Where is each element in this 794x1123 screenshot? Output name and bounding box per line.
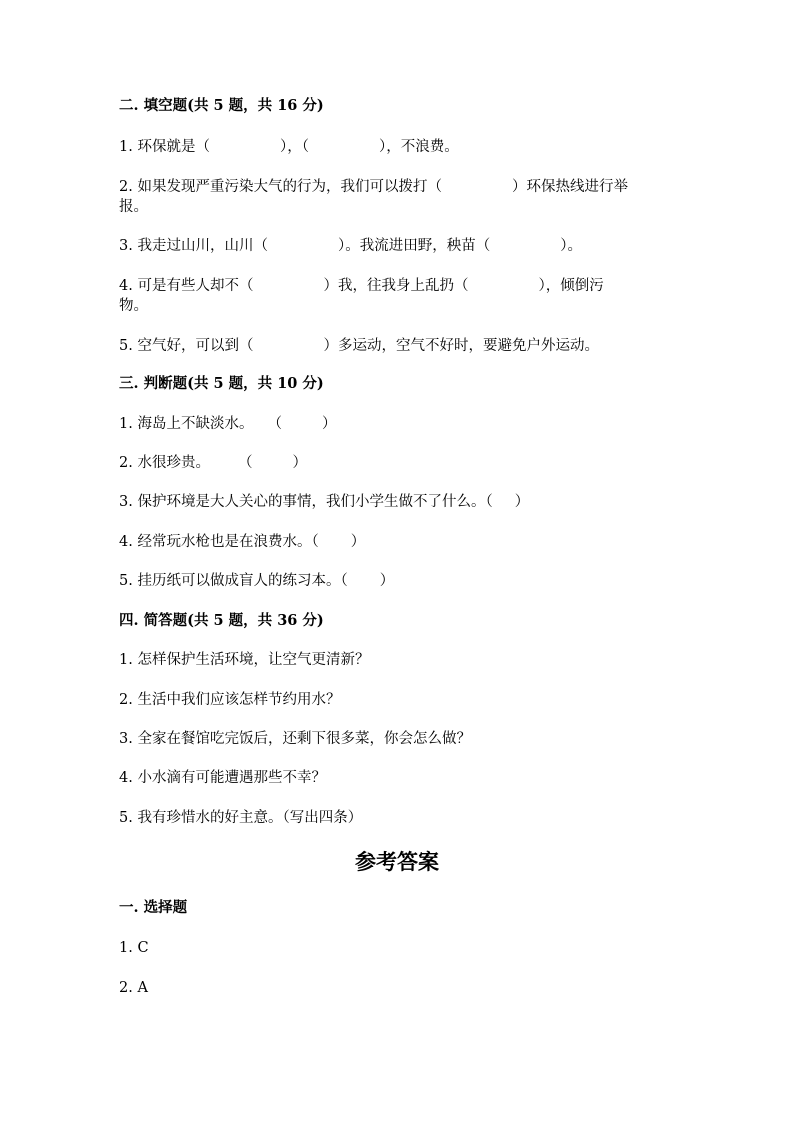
judge-q4-close: ）: [350, 534, 366, 550]
judge-q2-text: 2. 水很珍贵。: [119, 455, 210, 471]
fill-question-5: [119, 336, 679, 356]
fill-q5-part-a: 5. 空气好，可以到（: [119, 338, 254, 354]
fill-q3-part-c: ）。: [560, 238, 582, 254]
answers-title: 参考答案: [355, 849, 439, 874]
fill-q1-part-a: 1. 环保就是（: [119, 139, 210, 155]
fill-q4-part-c: ），倾倒污: [538, 278, 604, 294]
fill-q1-part-c: ），不浪费。: [378, 139, 459, 155]
fill-q3-part-b: ）。我流进田野，秧苗（: [337, 238, 491, 254]
short-question-5: 5. 我有珍惜水的好主意。（写出四条）: [119, 810, 363, 826]
judge-q3-text: 3. 保护环境是大人关心的事情，我们小学生做不了什么。（: [119, 494, 493, 510]
section2-heading: 二. 填空题(共 5 题，共 16 分): [119, 97, 324, 114]
short-question-1: 1. 怎样保护生活环境，让空气更清新？: [119, 652, 370, 668]
short-question-2: 2. 生活中我们应该怎样节约用水？: [119, 692, 341, 708]
answer-2: 2. A: [119, 980, 148, 996]
fill-q5-part-b: ）多运动，空气不好时，要避免户外运动。: [323, 338, 599, 354]
judge-q1-open: （: [267, 416, 282, 432]
section3-heading: 三. 判断题(共 5 题，共 10 分): [119, 375, 324, 392]
fill-q3-part-a: 3. 我走过山川，山川（: [119, 238, 268, 254]
fill-q2-part-b: ）环保热线进行举: [511, 179, 628, 195]
judge-q2-open: （: [237, 455, 253, 471]
fill-q4-part-b: ）我，往我身上乱扔（: [323, 278, 469, 294]
section4-heading: 四. 简答题(共 5 题，共 36 分): [119, 612, 324, 629]
fill-q1-part-b: ），（: [279, 139, 309, 155]
answers-section1-heading: 一. 选择题: [119, 899, 188, 916]
judge-q5-close: ）: [379, 573, 395, 589]
fill-question-2-continued: 报。: [119, 199, 148, 215]
judge-q4-text: 4. 经常玩水枪也是在浪费水。（: [119, 534, 319, 550]
fill-question-2: [119, 177, 679, 197]
fill-question-4: [119, 276, 679, 296]
fill-q4-part-a: 4. 可是有些人却不（: [119, 278, 254, 294]
fill-q2-part-a: 2. 如果发现严重污染大气的行为，我们可以拨打（: [119, 179, 442, 195]
judge-q1-close: ）: [321, 416, 337, 432]
fill-question-3: [119, 236, 679, 256]
judge-q3-close: ）: [514, 494, 530, 510]
fill-question-1: [119, 137, 679, 157]
judge-q5-text: 5. 挂历纸可以做成盲人的练习本。（: [119, 573, 348, 589]
short-question-4: 4. 小水滴有可能遭遇那些不幸？: [119, 770, 326, 786]
judge-q2-close: ）: [292, 455, 307, 471]
answer-1: 1. C: [119, 940, 149, 956]
short-question-3: 3. 全家在餐馆吃完饭后，还剩下很多菜，你会怎么做？: [119, 731, 471, 747]
fill-question-4-continued: 物。: [119, 298, 148, 314]
judge-question-2: [119, 453, 679, 473]
judge-question-3: [119, 492, 679, 512]
judge-question-1: [119, 414, 679, 434]
judge-q1-text: 1. 海岛上不缺淡水。: [119, 416, 254, 432]
judge-question-5: [119, 571, 679, 591]
judge-question-4: [119, 532, 679, 552]
